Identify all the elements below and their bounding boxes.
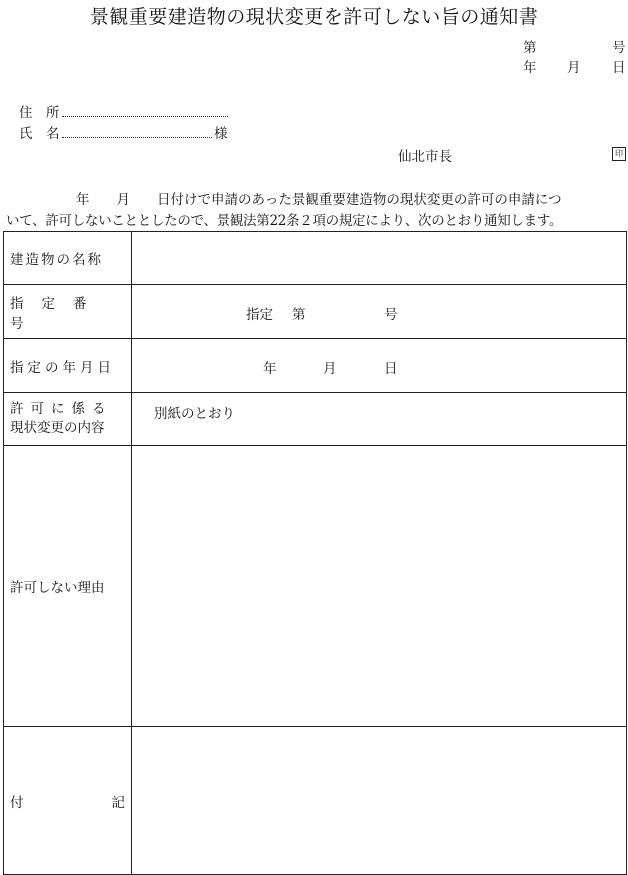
name-dotted-line bbox=[62, 125, 212, 138]
label-designation-number bbox=[4, 285, 132, 339]
label-designation-date-text: 指定の年月日 bbox=[10, 359, 115, 376]
label-remarks-spread bbox=[10, 791, 131, 811]
number-go: 号 bbox=[612, 40, 626, 56]
designation-dai: 第 bbox=[292, 306, 306, 323]
label-building-name-text: 建造物の名称 bbox=[10, 252, 103, 268]
label-designation-date bbox=[4, 339, 132, 393]
document-title: 景観重要建造物の現状変更を許可しない旨の通知書 bbox=[89, 6, 539, 28]
designation-date-month: 月 bbox=[323, 360, 337, 377]
label-designation-number-text: 指定番号 bbox=[10, 295, 105, 332]
name-label: 氏 名 bbox=[19, 126, 60, 142]
date-year: 年 bbox=[523, 60, 537, 76]
intro-line-1: 年 月 日付けで申請のあった景観重要建造物の現状変更の許可の申請につ bbox=[76, 192, 562, 208]
value-reason bbox=[132, 446, 627, 727]
issuer-name: 仙北市長 bbox=[398, 149, 452, 165]
value-designation-date bbox=[132, 339, 627, 393]
table-row-change-content bbox=[4, 393, 627, 446]
designation-prefix: 指定 bbox=[246, 306, 273, 323]
seal-mark: 印 bbox=[612, 147, 626, 161]
label-remarks bbox=[4, 727, 132, 875]
table-row-remarks bbox=[4, 727, 627, 875]
value-building-name bbox=[132, 232, 627, 285]
address-dotted-line bbox=[62, 104, 228, 117]
notice-table bbox=[3, 231, 627, 875]
label-building-name bbox=[4, 232, 132, 285]
intro-line-2: いて、許可しないこととしたので、景観法第22条２項の規定により、次のとおり通知します。 bbox=[6, 213, 563, 229]
label-remarks-right: 記 bbox=[111, 794, 125, 811]
value-designation-number bbox=[132, 285, 627, 339]
change-content-value: 別紙のとおり bbox=[154, 406, 235, 422]
label-change-content bbox=[4, 393, 132, 446]
table-row-reason bbox=[4, 446, 627, 727]
address-label: 住 所 bbox=[19, 105, 60, 121]
designation-go: 号 bbox=[384, 306, 398, 323]
sama-label: 様 bbox=[214, 126, 228, 142]
label-reason-text: 許可しない理由 bbox=[10, 580, 105, 596]
label-change-content-line2: 現状変更の内容 bbox=[10, 420, 105, 436]
label-reason bbox=[4, 446, 132, 727]
designation-date-day: 日 bbox=[384, 360, 398, 377]
designation-date-year: 年 bbox=[263, 360, 277, 377]
value-change-content bbox=[132, 393, 627, 446]
number-dai: 第 bbox=[523, 40, 537, 56]
label-change-content-line1: 許可に係る bbox=[10, 401, 113, 417]
table-row-designation-date bbox=[4, 339, 627, 393]
table-row-building-name bbox=[4, 232, 627, 285]
value-remarks bbox=[132, 727, 627, 875]
date-month: 月 bbox=[567, 60, 581, 76]
date-day: 日 bbox=[612, 60, 626, 76]
label-remarks-left: 付 bbox=[10, 794, 24, 811]
table-row-designation-number bbox=[4, 285, 627, 339]
